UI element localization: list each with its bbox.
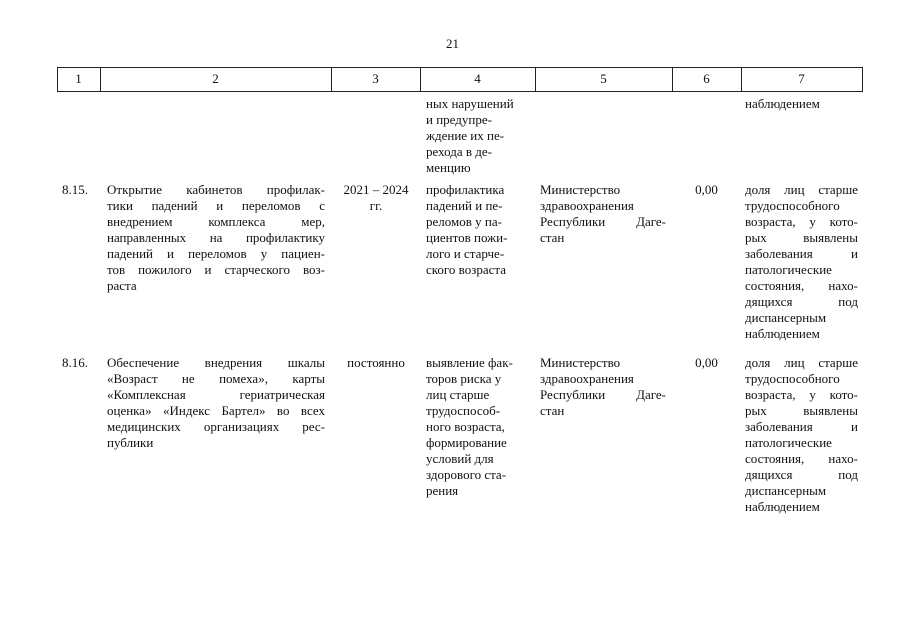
column-header-6: 6 [703,71,710,86]
continued-result-text: ных нарушений и предупре- ждение их пе- рехода в де- менцию [426,96,514,175]
responsible-executor: Министерство здравоохранения Республики Даге- стан [540,355,666,418]
column-header-3: 3 [372,71,379,86]
target-indicator: доля лиц старше трудоспособного возраста, у кото- рых выявлены заболевания и патологические состояния, нахо- дящихся под диспансерным наблюдением [745,182,858,341]
measure-name: Обеспечение внедрения шкалы «Возраст не помеха», карты «Комплексная гериатрическая оценка» «Индекс Бартел» во всех медицинских организациях рес- публики [107,355,325,450]
target-indicator: доля лиц старше трудоспособного возраста, у кото- рых выявлены заболевания и патологические состояния, нахо- дящихся под диспансерным наблюдением [745,355,858,514]
table-header [57,67,862,92]
expected-result: выявление фак- торов риска у лиц старше трудоспособ- ного возраста, формирование условий для здорового ста- рения [426,355,513,498]
page-number: 21 [446,36,459,51]
expected-result: профилактика падений и пе- реломов у па- циентов пожи- лого и старче- ского возраста [426,182,508,277]
column-header-7: 7 [798,71,805,86]
measure-name: Открытие кабинетов профилак- тики падений и переломов с внедрением комплекса мер, направленных на профилактику падений и переломов у пациен- тов пожилого и старческого воз- раста [107,182,325,293]
column-header-2: 2 [212,71,219,86]
column-header-1: 1 [75,71,82,86]
row-number: 8.16. [62,355,88,370]
column-header-4: 4 [474,71,481,86]
responsible-executor: Министерство здравоохранения Республики Даге- стан [540,182,666,245]
implementation-period: постоянно [347,355,405,370]
column-header-5: 5 [600,71,607,86]
continued-indicator-text: наблюдением [745,96,820,111]
funding-amount: 0,00 [695,182,718,197]
row-number: 8.15. [62,182,88,197]
funding-amount: 0,00 [695,355,718,370]
implementation-period: 2021 – 2024 гг. [343,182,409,213]
column-divider [862,67,863,92]
